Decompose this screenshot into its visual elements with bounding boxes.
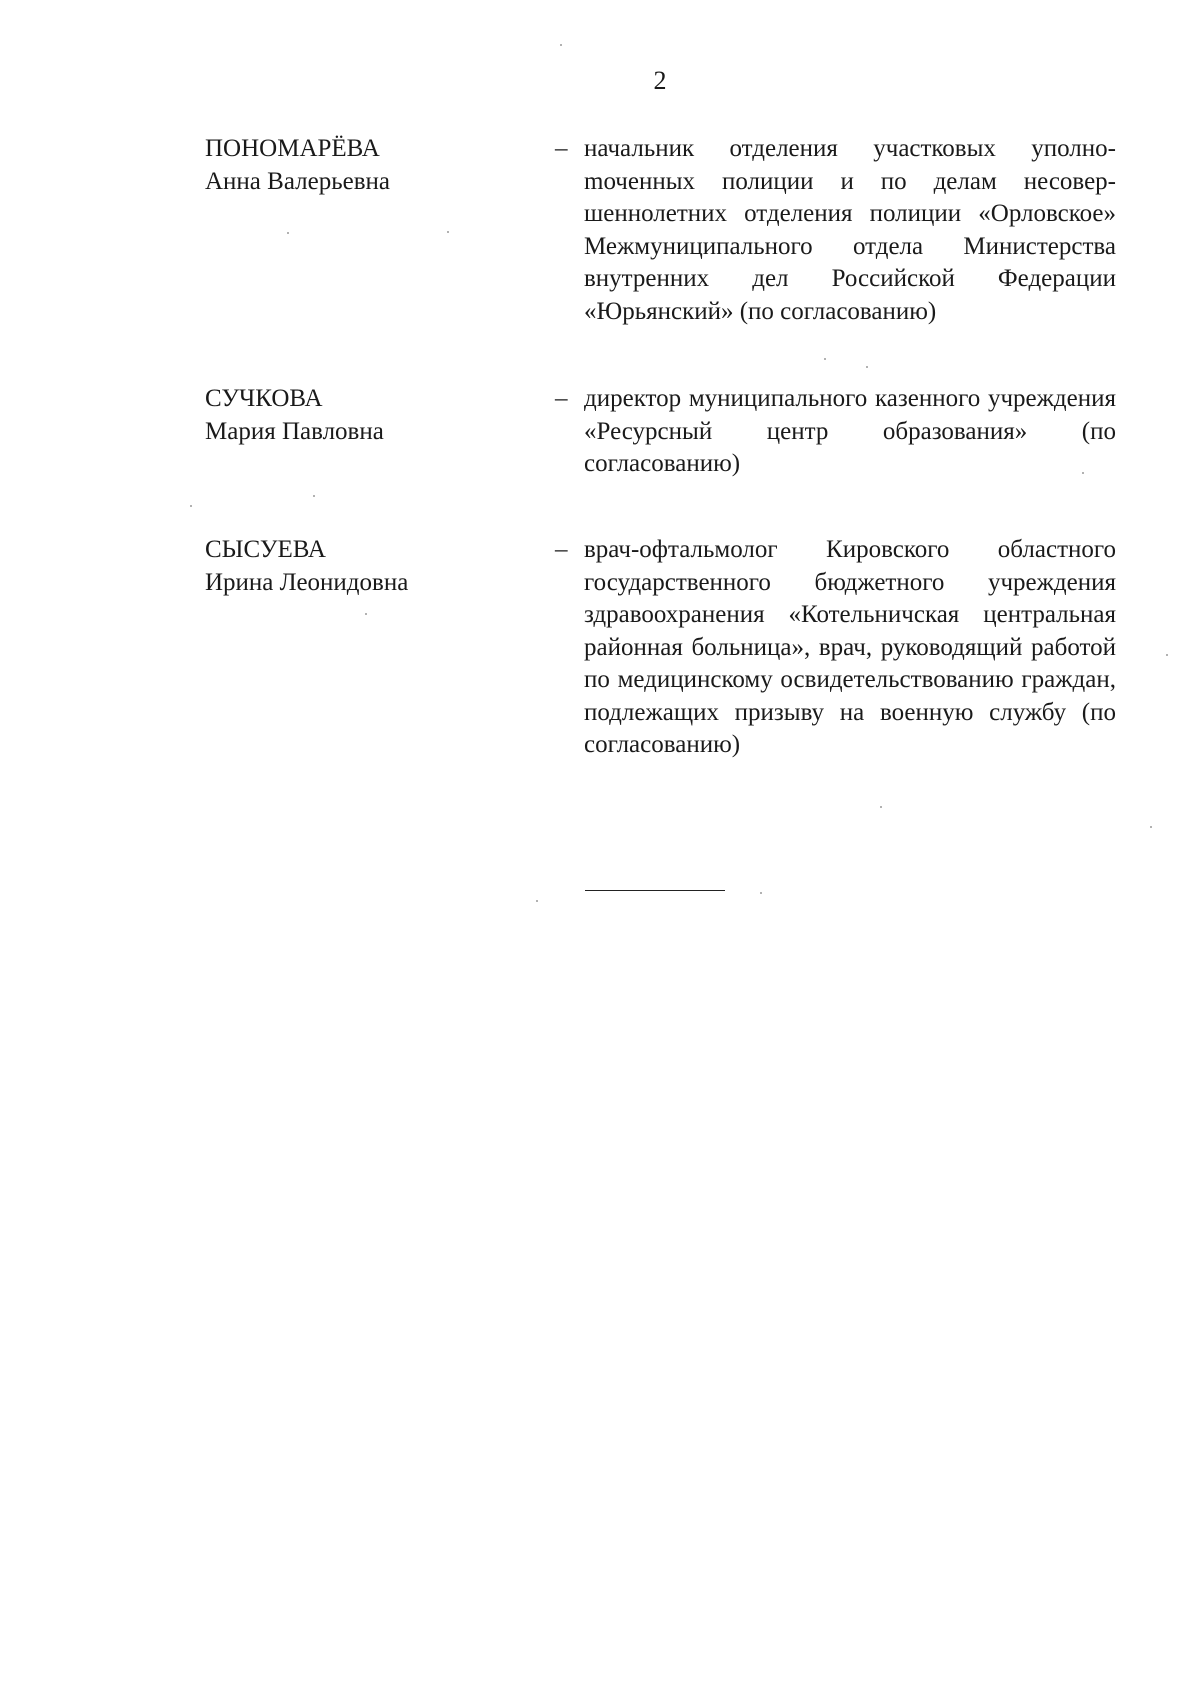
end-of-list-rule <box>585 890 725 891</box>
scan-speck <box>880 806 882 808</box>
scan-speck <box>824 358 826 360</box>
scan-speck <box>313 495 315 497</box>
scan-speck <box>1082 472 1084 474</box>
scan-speck <box>760 892 762 894</box>
scan-speck <box>287 232 289 234</box>
scan-speck <box>447 231 449 233</box>
member-position: врач-офтальмолог Кировского областного государственного бюджетного учреждения здравоохранения «Котельничская центральная районная больница», врач, руководящий работой по медицинскому освидетельствованию граждан, подлежащих призыву на военную службу (по согласованию) <box>584 536 1116 758</box>
member-given-names: Мария Павловна <box>205 417 384 445</box>
scan-speck <box>190 505 192 507</box>
member-name <box>205 133 505 198</box>
scan-speck <box>866 366 868 368</box>
member-given-names: Ирина Леонидовна <box>205 568 409 596</box>
member-name <box>205 534 505 599</box>
member-dash: – <box>555 385 568 412</box>
scan-speck <box>1150 826 1152 828</box>
scan-speck <box>536 900 538 902</box>
member-position: директор муниципального казенного учреждения «Ресурсный центр образования» (по согласованию) <box>584 385 1116 477</box>
member-surname: СЫСУЕВА <box>205 536 326 563</box>
member-dash: – <box>555 135 568 162</box>
member-given-names: Анна Валерьевна <box>205 167 390 195</box>
scan-speck <box>560 44 562 46</box>
member-name <box>205 383 505 448</box>
member-position: начальник отделения участковых уполноmоченных полиции и по делам несовершеннолетних отделения полиции «Орловское» Межмуниципального отдела Министерства внутренних дел Российской Федерации «Юрьянский» (по согласованию) <box>584 135 1116 325</box>
scan-speck <box>365 613 367 615</box>
scan-speck <box>1166 654 1168 656</box>
member-surname: СУЧКОВА <box>205 385 323 412</box>
member-surname: ПОНОМАРЁВА <box>205 135 380 162</box>
member-dash: – <box>555 536 568 563</box>
page-number: 2 <box>653 66 667 95</box>
